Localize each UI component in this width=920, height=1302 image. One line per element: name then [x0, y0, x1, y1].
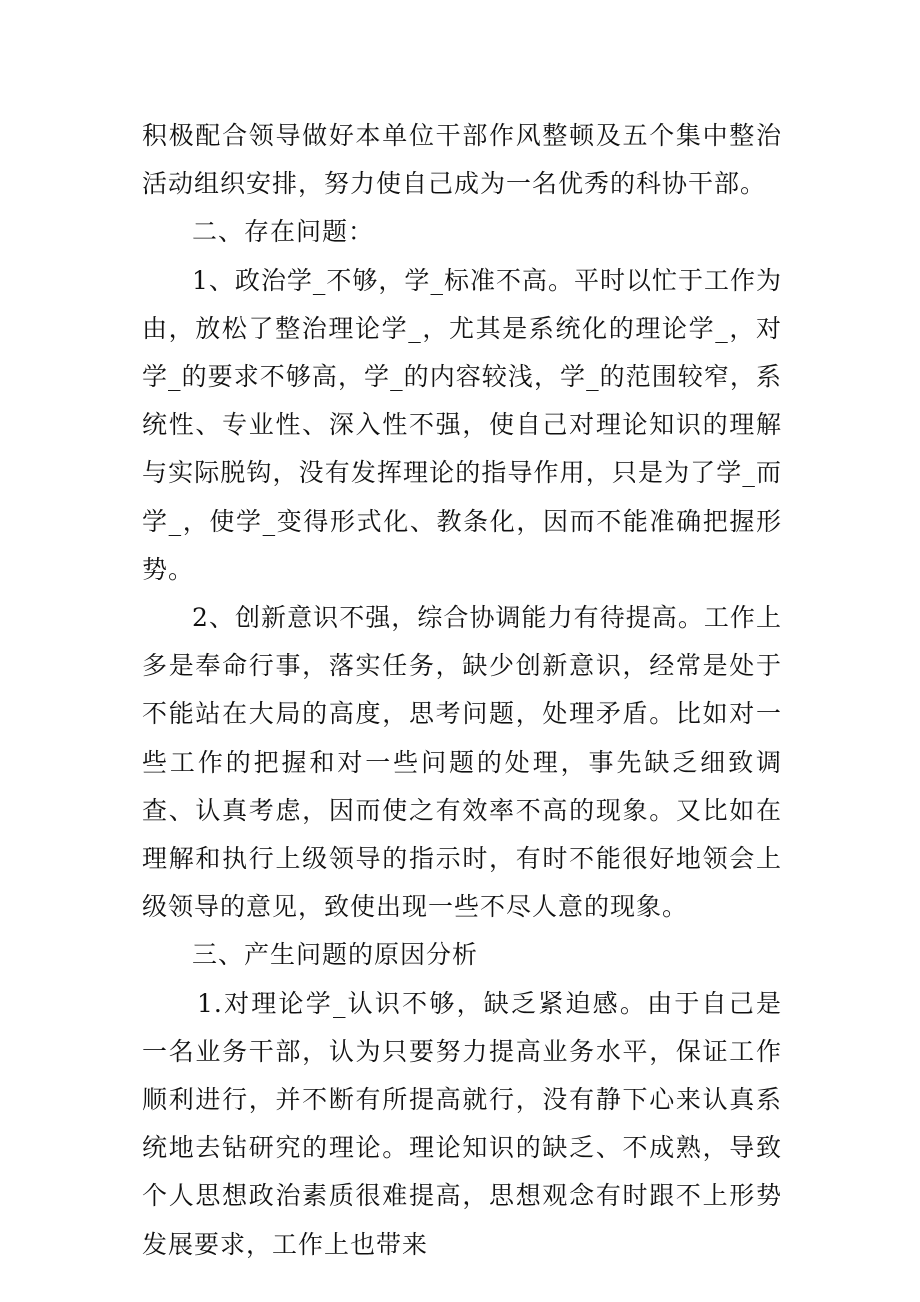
paragraph-continuation: 积极配合领导做好本单位干部作风整顿及五个集中整治活动组织安排，努力使自己成为一名优秀的科协干部。	[142, 121, 782, 199]
section-heading-existing-problems: 二、存在问题：	[192, 217, 375, 247]
paragraph-innovation-awareness: 2、创新意识不强，综合协调能力有待提高。工作上多是奉命行事，落实任务，缺少创新意识，经常是处于不能站在大局的高度，思考问题，处理矛盾。比如对一些工作的把握和对一些问题的处理，事先缺乏细致调查、认真考虑，因而使之有效率不高的现象。又比如在理解和执行上级领导的指示时，有时不能很好地领会上级领导的意见，致使出现一些不尽人意的现象。	[142, 603, 782, 922]
document-body	[142, 112, 782, 1269]
section-heading-cause-analysis: 三、产生问题的原因分析	[192, 940, 479, 970]
paragraph-theory-understanding: 1.对理论学_认识不够，缺乏紧迫感。由于自己是一名业务干部，认为只要努力提高业务水平，保证工作顺利进行，并不断有所提高就行，没有静下心来认真系统地去钻研究的理论。理论知识的缺乏、不成熟，导致个人思想政治素质很难提高，思想观念有时跟不上形势发展要求，工作上也带来	[142, 988, 782, 1259]
paragraph-political-study: 1、政治学_不够，学_标准不高。平时以忙于工作为由，放松了整治理论学_，尤其是系统化的理论学_，对学_的要求不够高，学_的内容较浅，学_的范围较窄，系统性、专业性、深入性不强，使自己对理论知识的理解与实际脱钩，没有发挥理论的指导作用，只是为了学_而学_，使学_变得形式化、教条化，因而不能准确把握形势。	[142, 265, 782, 584]
